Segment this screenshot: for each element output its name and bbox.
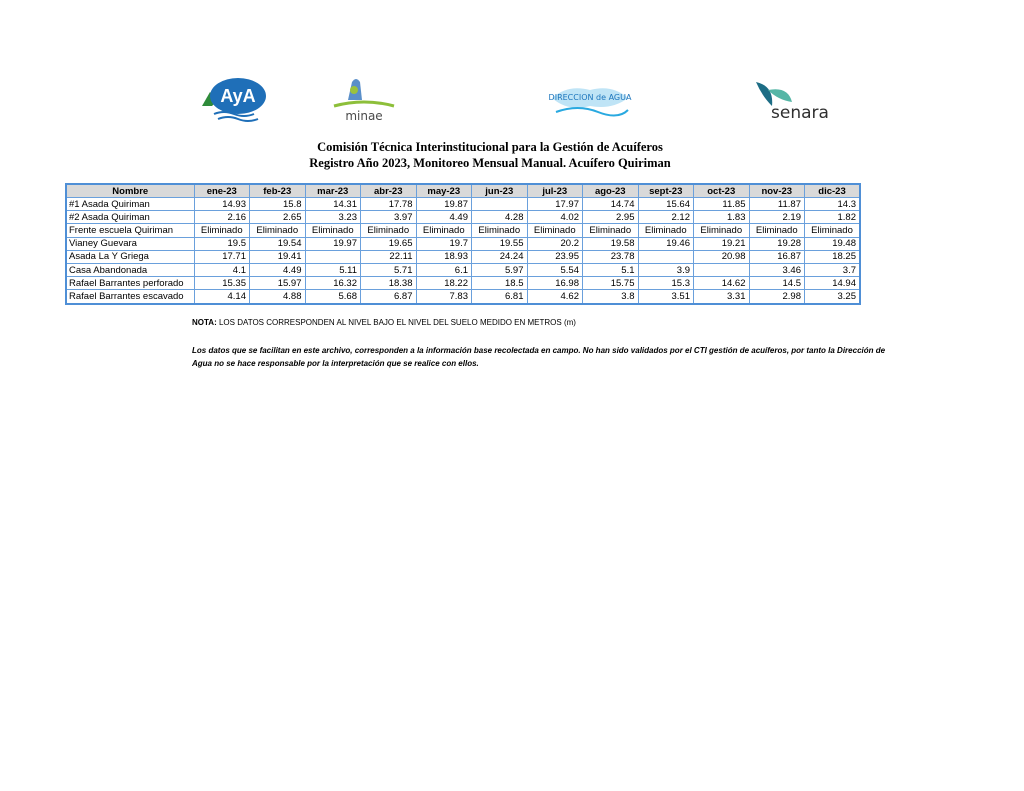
column-header: mar-23 [305, 184, 361, 198]
measurement-cell: 15.97 [250, 277, 306, 290]
note-label: NOTA: [192, 318, 217, 327]
measurement-cell: 1.82 [805, 211, 861, 224]
measurement-cell: 16.32 [305, 277, 361, 290]
measurement-cell: 4.49 [416, 211, 472, 224]
column-header: ago-23 [583, 184, 639, 198]
column-header: abr-23 [361, 184, 417, 198]
measurement-cell: 20.2 [527, 237, 583, 250]
measurement-cell: 14.3 [805, 198, 861, 211]
measurement-cell: 2.19 [749, 211, 805, 224]
measurement-cell: Eliminado [194, 224, 250, 237]
measurement-cell: 14.74 [583, 198, 639, 211]
monitoring-table [65, 183, 861, 305]
station-name-cell: Vianey Guevara [66, 237, 194, 250]
measurement-cell: 4.62 [527, 290, 583, 304]
column-header: dic-23 [805, 184, 861, 198]
measurement-cell: 2.12 [638, 211, 694, 224]
document-subtitle: Registro Año 2023, Monitoreo Mensual Manual. Acuífero Quiriman [309, 156, 671, 170]
senara-leaf-shape [756, 82, 772, 106]
measurement-cell: 3.23 [305, 211, 361, 224]
column-header: sept-23 [638, 184, 694, 198]
station-name-cell: Rafael Barrantes escavado [66, 290, 194, 304]
measurement-cell: 19.97 [305, 237, 361, 250]
measurement-cell: 4.88 [250, 290, 306, 304]
senara-logo [748, 76, 840, 124]
note-text: LOS DATOS CORRESPONDEN AL NIVEL BAJO EL NIVEL DEL SUELO MEDIDO EN METROS (m) [218, 318, 576, 327]
agua-wave [556, 108, 628, 116]
agua-logo-text: DIRECCION de AGUA [548, 93, 632, 102]
measurement-cell: 2.16 [194, 211, 250, 224]
table-row [66, 198, 860, 211]
measurement-cell [472, 198, 528, 211]
table-row [66, 263, 860, 276]
measurement-cell: 15.64 [638, 198, 694, 211]
measurement-cell: 19.58 [583, 237, 639, 250]
measurement-cell: 5.97 [472, 263, 528, 276]
station-name-cell: Casa Abandonada [66, 263, 194, 276]
measurement-cell: 24.24 [472, 250, 528, 263]
measurement-cell: 5.1 [583, 263, 639, 276]
measurement-cell: Eliminado [638, 224, 694, 237]
measurement-cell: 19.5 [194, 237, 250, 250]
measurement-cell: 19.21 [694, 237, 750, 250]
measurement-cell: Eliminado [472, 224, 528, 237]
measurement-cell: Eliminado [694, 224, 750, 237]
measurement-cell: 15.8 [250, 198, 306, 211]
measurement-cell: 19.7 [416, 237, 472, 250]
measurement-cell: 14.31 [305, 198, 361, 211]
senara-logo-text: senara [771, 103, 829, 123]
measurement-cell: 18.22 [416, 277, 472, 290]
measurement-cell: Eliminado [250, 224, 306, 237]
column-header: nov-23 [749, 184, 805, 198]
column-header: Nombre [66, 184, 194, 198]
disclaimer-text: Los datos que se facilitan en este archivo, corresponden a la información base recolectada en campo. No han sido validados por el CTI gestión de acuíferos, por tanto la Dirección de Agua no se hace responsable por la interpretación que se realice con ellos. [192, 346, 886, 368]
measurement-cell: 6.1 [416, 263, 472, 276]
measurement-cell: 16.98 [527, 277, 583, 290]
measurement-cell: 3.31 [694, 290, 750, 304]
minae-arc [334, 102, 394, 106]
measurement-cell: Eliminado [527, 224, 583, 237]
minae-logo-text: minae [345, 109, 383, 123]
measurement-cell: 3.97 [361, 211, 417, 224]
measurement-cell: 11.87 [749, 198, 805, 211]
document-title: Comisión Técnica Interinstitucional para la Gestión de Acuíferos [317, 140, 663, 154]
measurement-cell: 2.65 [250, 211, 306, 224]
measurement-cell: 11.85 [694, 198, 750, 211]
measurement-cell: 15.35 [194, 277, 250, 290]
measurement-cell: 18.25 [805, 250, 861, 263]
measurement-cell: 23.95 [527, 250, 583, 263]
table-body [66, 198, 860, 304]
measurement-cell: 4.02 [527, 211, 583, 224]
column-header: jun-23 [472, 184, 528, 198]
minae-leaf-dot [350, 86, 358, 94]
column-header: feb-23 [250, 184, 306, 198]
measurement-cell: 17.97 [527, 198, 583, 211]
measurement-cell: 19.41 [250, 250, 306, 263]
column-header: jul-23 [527, 184, 583, 198]
station-name-cell: Asada La Y Griega [66, 250, 194, 263]
column-header: ene-23 [194, 184, 250, 198]
measurement-cell [694, 263, 750, 276]
measurement-cell: 5.68 [305, 290, 361, 304]
note [192, 318, 576, 327]
table-row [66, 277, 860, 290]
table-row [66, 224, 860, 237]
measurement-cell: 3.8 [583, 290, 639, 304]
column-header: may-23 [416, 184, 472, 198]
measurement-cell: 7.83 [416, 290, 472, 304]
measurement-cell: 4.1 [194, 263, 250, 276]
measurement-cell: 19.87 [416, 198, 472, 211]
measurement-cell: 14.94 [805, 277, 861, 290]
aya-logo [200, 72, 270, 124]
measurement-cell: 19.48 [805, 237, 861, 250]
station-name-cell: #2 Asada Quiriman [66, 211, 194, 224]
measurement-cell: 1.83 [694, 211, 750, 224]
measurement-cell: Eliminado [305, 224, 361, 237]
measurement-cell: 4.49 [250, 263, 306, 276]
measurement-cell: 19.54 [250, 237, 306, 250]
table-header-row [66, 184, 860, 198]
measurement-cell: 19.28 [749, 237, 805, 250]
table-row [66, 250, 860, 263]
measurement-cell: 3.46 [749, 263, 805, 276]
measurement-cell: Eliminado [805, 224, 861, 237]
measurement-cell: 2.95 [583, 211, 639, 224]
measurement-cell: 19.46 [638, 237, 694, 250]
direccion-agua-logo [548, 80, 632, 120]
measurement-cell [305, 250, 361, 263]
measurement-cell: 18.5 [472, 277, 528, 290]
measurement-cell: 2.98 [749, 290, 805, 304]
table-row [66, 290, 860, 304]
measurement-cell: 3.51 [638, 290, 694, 304]
station-name-cell: Frente escuela Quiriman [66, 224, 194, 237]
table-row [66, 211, 860, 224]
measurement-cell: 20.98 [694, 250, 750, 263]
measurement-cell: Eliminado [749, 224, 805, 237]
measurement-cell: 23.78 [583, 250, 639, 263]
measurement-cell [638, 250, 694, 263]
measurement-cell: 14.62 [694, 277, 750, 290]
measurement-cell: 18.38 [361, 277, 417, 290]
measurement-cell: 4.14 [194, 290, 250, 304]
measurement-cell: 18.93 [416, 250, 472, 263]
measurement-cell: 17.78 [361, 198, 417, 211]
measurement-cell: 3.9 [638, 263, 694, 276]
measurement-cell: Eliminado [416, 224, 472, 237]
aya-wave [218, 117, 258, 121]
measurement-cell: 19.55 [472, 237, 528, 250]
measurement-cell: 4.28 [472, 211, 528, 224]
measurement-cell: 17.71 [194, 250, 250, 263]
measurement-cell: 14.93 [194, 198, 250, 211]
column-header: oct-23 [694, 184, 750, 198]
measurement-cell: 5.54 [527, 263, 583, 276]
measurement-cell: 3.25 [805, 290, 861, 304]
measurement-cell: 16.87 [749, 250, 805, 263]
station-name-cell: #1 Asada Quiriman [66, 198, 194, 211]
table-row [66, 237, 860, 250]
measurement-cell: 15.75 [583, 277, 639, 290]
measurement-cell: 5.11 [305, 263, 361, 276]
measurement-cell: 6.81 [472, 290, 528, 304]
measurement-cell: 6.87 [361, 290, 417, 304]
measurement-cell: 14.5 [749, 277, 805, 290]
minae-logo [328, 76, 400, 126]
aya-logo-text: AyA [220, 86, 256, 106]
measurement-cell: Eliminado [361, 224, 417, 237]
measurement-cell: 22.11 [361, 250, 417, 263]
measurement-cell: 19.65 [361, 237, 417, 250]
measurement-cell: 5.71 [361, 263, 417, 276]
measurement-cell: Eliminado [583, 224, 639, 237]
measurement-cell: 15.3 [638, 277, 694, 290]
measurement-cell: 3.7 [805, 263, 861, 276]
station-name-cell: Rafael Barrantes perforado [66, 277, 194, 290]
